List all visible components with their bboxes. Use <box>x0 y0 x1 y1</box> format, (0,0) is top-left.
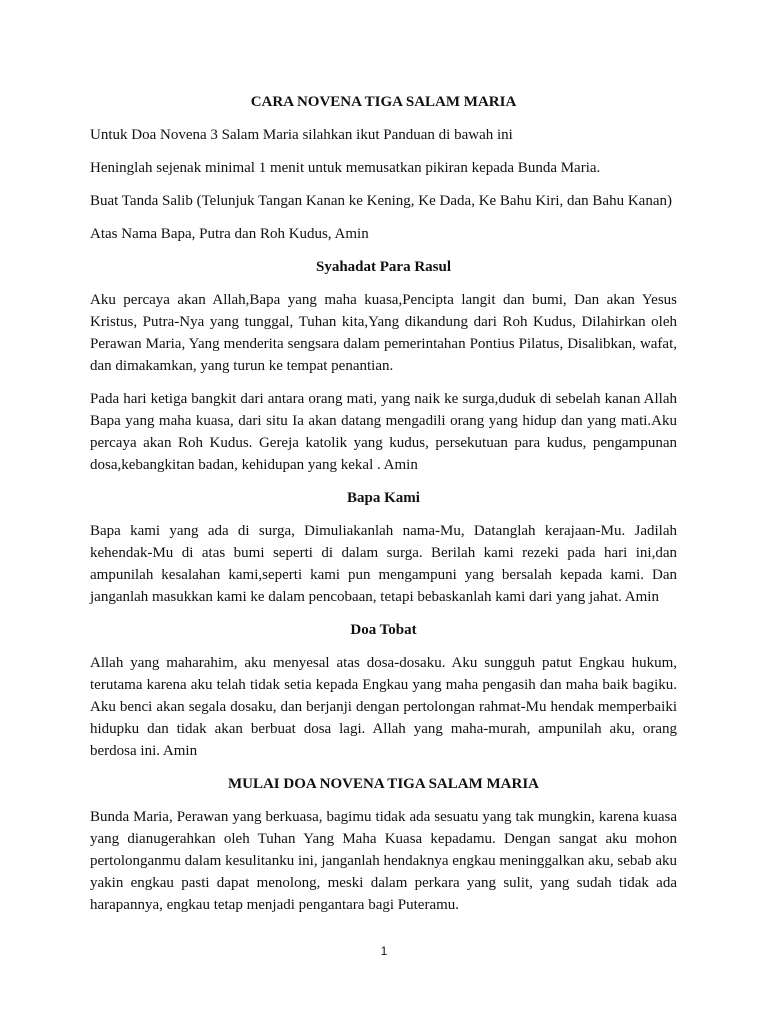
syahadat-paragraph-2: Pada hari ketiga bangkit dari antara orang mati, yang naik ke surga,duduk di sebelah kanan Allah Bapa yang maha kuasa, dari situ Ia akan datang mengadili orang yang hidup dan yang mati.Aku percaya akan Roh Kudus. Gereja katolik yang kudus, persekutuan para kudus, pengampunan dosa,kebangkitan badan, kehidupan yang kekal . Amin <box>90 391 677 473</box>
section-heading-syahadat: Syahadat Para Rasul <box>315 259 452 275</box>
intro-paragraph-panduan: Untuk Doa Novena 3 Salam Maria silahkan ikut Panduan di bawah ini <box>90 127 513 143</box>
mulai-novena-paragraph: Bunda Maria, Perawan yang berkuasa, bagimu tidak ada sesuatu yang tak mungkin, karena kuasa yang dianugerahkan oleh Tuhan Yang Maha Kuasa kepadamu. Dengan sangat aku mohon pertolonganmu dalam kesulitanku ini, janganlah hendaknya engkau meninggalkan aku, sebab aku yakin engkau pasti dapat menolong, meski dalam perkara yang sulit, yang sudah tidak ada harapannya, engkau tetap menjadi pengantara bagi Puteramu. <box>90 809 677 913</box>
section-heading-doa-tobat: Doa Tobat <box>350 622 417 638</box>
document-body <box>90 91 677 927</box>
page-number: 1 <box>380 944 388 958</box>
intro-paragraph-hening: Heninglah sejenak minimal 1 menit untuk memusatkan pikiran kepada Bunda Maria. <box>90 160 601 176</box>
section-heading-bapa-kami: Bapa Kami <box>347 490 420 506</box>
intro-paragraph-tanda-salib: Buat Tanda Salib (Telunjuk Tangan Kanan ke Kening, Ke Dada, Ke Bahu Kiri, dan Bahu Kanan) <box>90 193 672 209</box>
section-heading-mulai-novena: MULAI DOA NOVENA TIGA SALAM MARIA <box>227 776 539 792</box>
bapa-kami-paragraph: Bapa kami yang ada di surga, Dimuliakanlah nama-Mu, Datanglah kerajaan-Mu. Jadilah kehendak-Mu di atas bumi seperti di dalam surga. Berilah kami rezeki pada hari ini,dan ampunilah kesalahan kami,seperti kami pun mengampuni yang bersalah kepada kami. Dan janganlah masukkan kami ke dalam pencobaan, tetapi bebaskanlah kami dari yang jahat. Amin <box>90 523 677 605</box>
syahadat-paragraph-1: Aku percaya akan Allah,Bapa yang maha kuasa,Pencipta langit dan bumi, Dan akan Yesus Kristus, Putra-Nya yang tunggal, Tuhan kita,Yang dikandung dari Roh Kudus, Dilahirkan oleh Perawan Maria, Yang menderita sengsara dalam pemerintahan Pontius Pilatus, Disalibkan, wafat, dan dimakamkan, yang turun ke tempat penantian. <box>90 292 677 374</box>
document-title: CARA NOVENA TIGA SALAM MARIA <box>250 94 517 110</box>
intro-paragraph-atas-nama: Atas Nama Bapa, Putra dan Roh Kudus, Amin <box>90 226 369 242</box>
doa-tobat-paragraph: Allah yang maharahim, aku menyesal atas dosa-dosaku. Aku sungguh patut Engkau hukum, terutama karena aku telah tidak setia kepada Engkau yang maha pengasih dan maha baik bagiku. Aku benci akan segala dosaku, dan berjanji dengan pertolongan rahmat-Mu hendak memperbaiki hidupku dan tidak akan berbuat dosa lagi. Allah yang maha-murah, ampunilah aku, orang berdosa ini. Amin <box>90 655 677 759</box>
